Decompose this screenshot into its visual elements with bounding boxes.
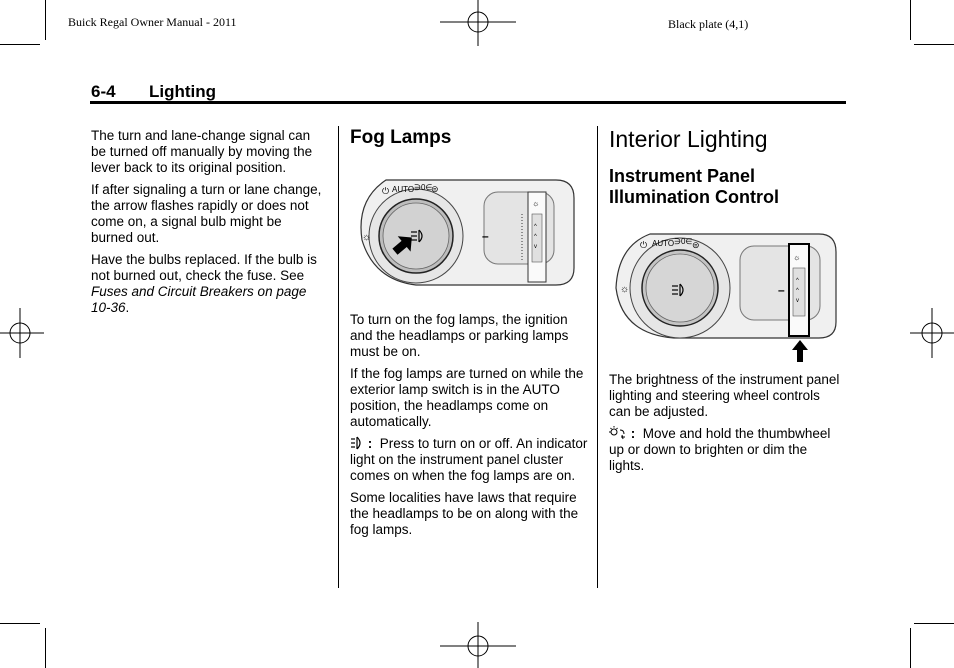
auto-label: AUTO (392, 185, 415, 194)
svg-text:⏻: ⏻ (382, 186, 390, 196)
svg-text:⊜: ⊜ (692, 240, 700, 250)
registration-mark-right (910, 308, 954, 358)
svg-text:☼: ☼ (620, 284, 630, 295)
svg-text:^: ^ (534, 224, 537, 230)
svg-text:⏻: ⏻ (640, 240, 648, 250)
paragraph: : Move and hold the thumbwheel up or down to brighten or dim the lights. (609, 426, 831, 473)
paragraph: Some localities have laws that require the headlamps to be on along with the fog lamps. (350, 490, 579, 537)
svg-text:☼: ☼ (532, 199, 540, 208)
minus-label: – (482, 229, 489, 243)
svg-text:^: ^ (796, 288, 799, 294)
fog-lamps-heading: Fog Lamps (350, 127, 452, 148)
dimmer-control-illustration (614, 226, 842, 364)
page-number: 6-4 (91, 82, 116, 101)
dimmer-icon (609, 426, 627, 440)
fog-lamp-switch-illustration (356, 170, 578, 295)
registration-mark-bottom (440, 622, 516, 668)
column-divider-1 (338, 126, 339, 588)
svg-text:v: v (534, 244, 537, 250)
svg-text:∋0∈: ∋0∈ (414, 183, 433, 192)
paragraph: : Press to turn on or off. An indicator light on the instrument panel cluster comes on when the fog lamps are on. (350, 436, 588, 483)
column-divider-2 (597, 126, 598, 588)
svg-text:^: ^ (534, 234, 537, 240)
paragraph: The brightness of the instrument panel lighting and steering wheel controls can be adjusted. (609, 372, 840, 419)
svg-text:⊜: ⊜ (431, 184, 439, 194)
middle-column (350, 312, 590, 544)
paragraph: To turn on the fog lamps, the ignition and the headlamps or parking lamps must be on. (350, 312, 569, 359)
paragraph: The turn and lane-change signal can be turned off manually by moving the lever back to its original position. (91, 128, 313, 175)
registration-mark-left (0, 308, 44, 358)
cross-reference-link[interactable]: Fuses and Circuit Breakers on page 10-36 (91, 284, 307, 315)
print-title: Buick Regal Owner Manual - 2011 (68, 15, 237, 29)
svg-text:v: v (796, 298, 799, 304)
svg-text:^: ^ (796, 278, 799, 284)
svg-text:∋0∈: ∋0∈ (674, 237, 693, 246)
paragraph: Have the bulbs replaced. If the bulb is not burned out, check the fuse. See Fuses and Circuit Breakers on page 10-36. (91, 252, 317, 315)
section-title: Lighting (149, 82, 217, 101)
arrow-icon (792, 340, 808, 362)
instrument-panel-heading: Instrument Panel Illumination Control (609, 166, 779, 207)
paragraph: If the fog lamps are turned on while the exterior lamp switch is in the AUTO position, the headlamps come on automatically. (350, 366, 584, 429)
plate-label: Black plate (4,1) (668, 17, 749, 31)
svg-text:☼: ☼ (793, 253, 801, 262)
registration-mark-top (440, 0, 516, 46)
svg-text:AUTO: AUTO (652, 239, 675, 248)
fog-lamp-icon (350, 436, 364, 450)
svg-text:–: – (778, 283, 785, 297)
interior-lighting-heading: Interior Lighting (609, 126, 768, 152)
header-rule (90, 101, 846, 104)
svg-text:☼: ☼ (362, 232, 372, 243)
paragraph: If after signaling a turn or lane change, the arrow flashes rapidly or does not come on, a signal bulb might be burned out. (91, 182, 322, 245)
left-column (91, 128, 327, 322)
right-column (609, 372, 845, 480)
